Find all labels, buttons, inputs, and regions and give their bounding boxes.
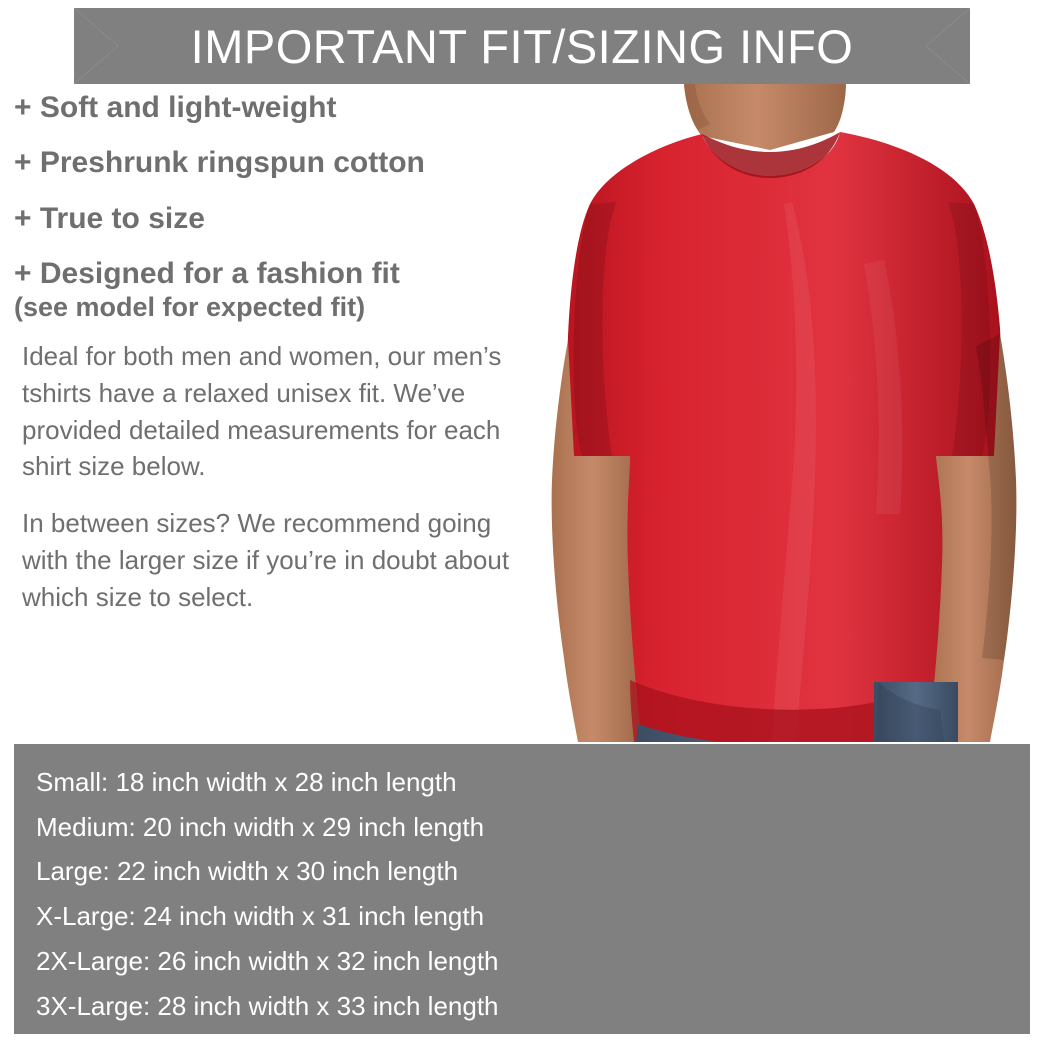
feature-list — [14, 92, 574, 636]
size-row-3xlarge: 3X-Large: 28 inch width x 33 inch length — [36, 990, 499, 1021]
description-paragraph-1: Ideal for both men and women, our men’s tshirts have a relaxed unisex fit. We’ve provided detailed measurements for each shirt size below. — [22, 340, 502, 482]
bullet-item-3: + True to size — [14, 201, 205, 235]
description-paragraph-2: In between sizes? We recommend going with the larger size if you’re in doubt about which size to select. — [22, 508, 510, 613]
model-illustration — [534, 84, 1044, 742]
model-photo — [534, 84, 1044, 742]
size-row-medium: Medium: 20 inch width x 29 inch length — [36, 811, 485, 842]
bullet-item-4 — [14, 258, 574, 322]
size-row-large: Large: 22 inch width x 30 inch length — [36, 856, 459, 887]
bullet-item-4-main: + Designed for a fashion fit — [14, 257, 400, 291]
banner — [0, 8, 1044, 84]
size-chart — [14, 744, 1030, 1034]
size-row-xlarge: X-Large: 24 inch width x 31 inch length — [36, 901, 485, 932]
size-row-small: Small: 18 inch width x 28 inch length — [36, 767, 457, 797]
bullet-item-1: + Soft and light-weight — [14, 91, 337, 124]
size-row-2xlarge: 2X-Large: 26 inch width x 32 inch length — [36, 945, 499, 976]
bullet-item-2: + Preshrunk ringspun cotton — [14, 146, 425, 180]
bullet-item-4-sub: (see model for expected fit) — [14, 291, 366, 322]
page-title: IMPORTANT FIT/SIZING INFO — [190, 19, 854, 73]
